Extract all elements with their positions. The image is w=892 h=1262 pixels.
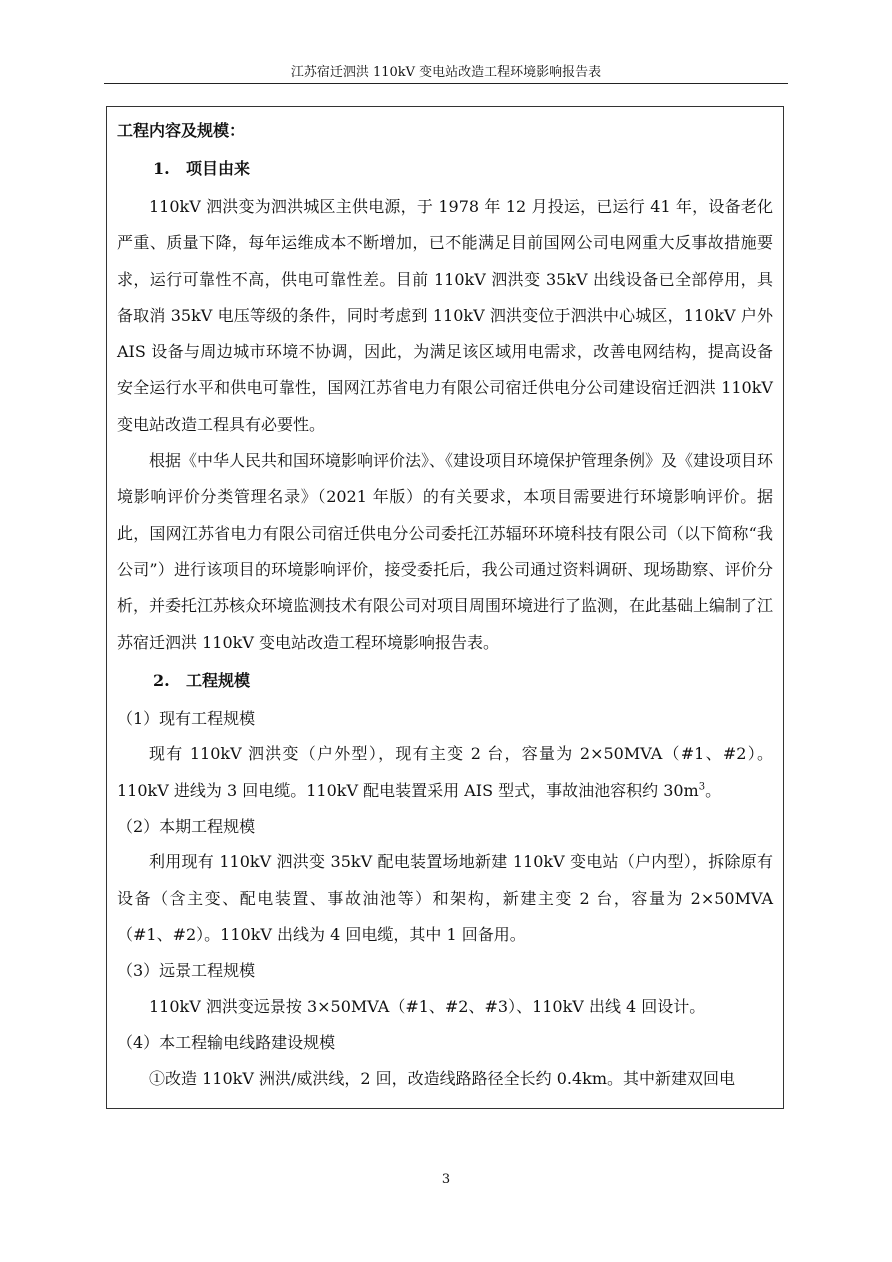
- subsection-3-heading: （3）远景工程规模: [117, 961, 256, 981]
- section-1-heading: [117, 149, 773, 189]
- content-box: [106, 106, 784, 1109]
- subsection-1-text-end: 。: [705, 780, 722, 800]
- box-heading: 工程内容及规模：: [117, 121, 246, 140]
- subsection-3-text: 110kV 泗洪变远景按 3×50MVA（#1、#2、#3）、110kV 出线 4 回设计。: [149, 996, 706, 1016]
- subsection-1-heading: （1）现有工程规模: [117, 708, 256, 728]
- page-number: 3: [441, 1172, 451, 1187]
- section-2-title: 工程规模: [186, 670, 251, 690]
- subsection-4-heading: （4）本工程输电线路建设规模: [117, 1033, 336, 1053]
- section-2-number: 2.: [153, 670, 170, 690]
- header-rule: [104, 83, 788, 84]
- superscript-3: 3: [698, 781, 706, 793]
- subsection-1-text-main: 现有 110kV 泗洪变（户外型），现有主变 2 台，容量为 2×50MVA（#1、#2）。110kV 进线为 3 回电缆。110kV 配电装置采用 AIS 型式，事故油池容积约 30m: [117, 744, 773, 800]
- section-2-heading: [117, 661, 773, 701]
- subsection-1-text: [117, 736, 773, 809]
- subsection-2-heading: （2）本期工程规模: [117, 816, 256, 836]
- section-1-paragraph-2: 根据《中华人民共和国环境影响评价法》、《建设项目环境保护管理条例》及《建设项目环境影响评价分类管理名录》（2021 年版）的有关要求，本项目需要进行环境影响评价。据此，国网江苏省电力有限公司宿迁供电分公司委托江苏辐环环境科技有限公司（以下简称“我公司”）进行该项目的环境影响评价，接受委托后，我公司通过资料调研、现场勘察、评价分析，并委托江苏核众环境监测技术有限公司对项目周围环境进行了监测，在此基础上编制了江苏宿迁泗洪 110kV 变电站改造工程环境影响报告表。: [117, 451, 774, 652]
- section-1-number: 1.: [153, 159, 170, 178]
- section-1-title: 项目由来: [186, 159, 251, 178]
- subsection-4-text: ①改造 110kV 洲洪/威洪线，2 回，改造线路路径全长约 0.4km。其中新建双回电: [149, 1068, 736, 1088]
- subsection-2-text: 利用现有 110kV 泗洪变 35kV 配电装置场地新建 110kV 变电站（户内型），拆除原有设备（含主变、配电装置、事故油池等）和架构，新建主变 2 台，容量为 2×50MVA（#1、#2）。110kV 出线为 4 回电缆，其中 1 回备用。: [117, 852, 773, 945]
- document-header-title: 江苏宿迁泗洪 110kV 变电站改造工程环境影响报告表: [290, 65, 602, 80]
- section-1-paragraph-1: 110kV 泗洪变为泗洪城区主供电源，于 1978 年 12 月投运，已运行 41 年，设备老化严重、质量下降，每年运维成本不断增加，已不能满足目前国网公司电网重大反事故措施要求，运行可靠性不高，供电可靠性差。目前 110kV 泗洪变 35kV 出线设备已全部停用，具备取消 35kV 电压等级的条件，同时考虑到 110kV 泗洪变位于泗洪中心城区，110kV 户外 AIS 设备与周边城市环境不协调，因此，为满足该区域用电需求，改善电网结构，提高设备安全运行水平和供电可靠性，国网江苏省电力有限公司宿迁供电分公司建设宿迁泗洪 110kV 变电站改造工程具有必要性。: [117, 197, 773, 434]
